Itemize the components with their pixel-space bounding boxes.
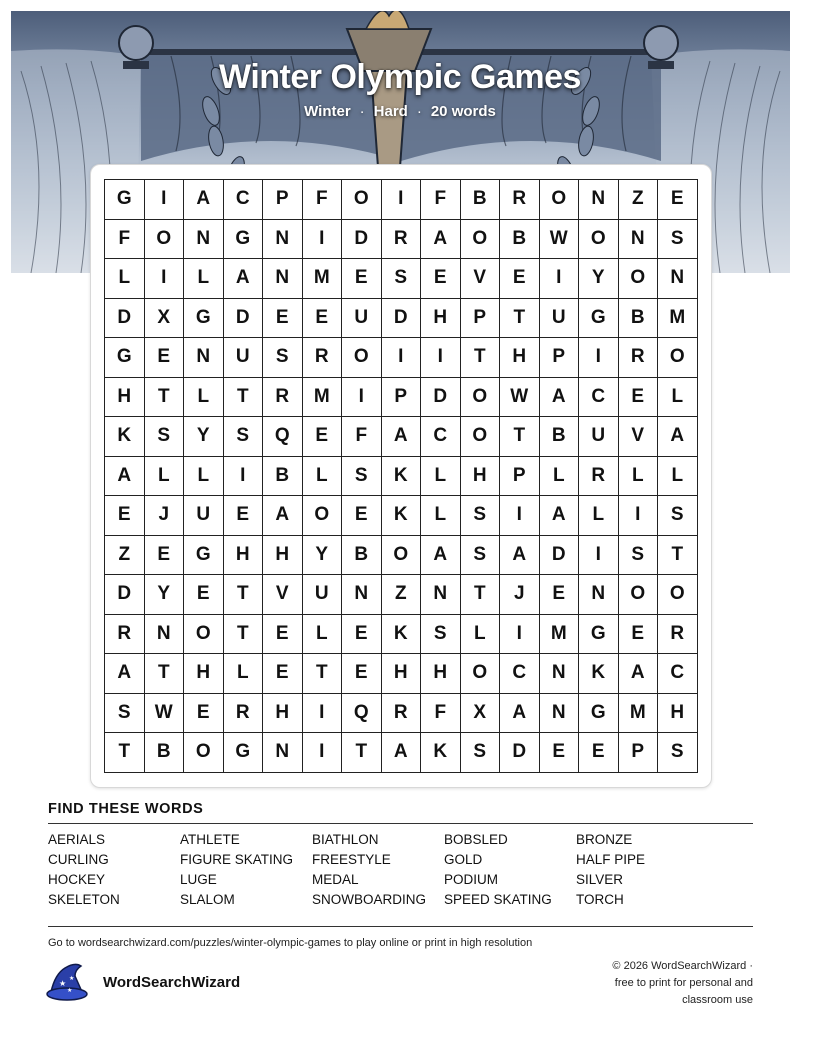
svg-text:★: ★ xyxy=(67,987,73,994)
grid-cell[interactable]: O xyxy=(540,180,580,220)
grid-cell[interactable]: I xyxy=(500,496,540,536)
word-list-item: LUGE xyxy=(180,872,217,887)
footer-link[interactable]: Go to wordsearchwizard.com/puzzles/winter-olympic-games to play online or print in high resolution xyxy=(48,937,533,949)
grid-cell[interactable]: N xyxy=(421,575,461,615)
grid-cell[interactable]: L xyxy=(184,378,224,418)
grid-cell[interactable]: I xyxy=(303,733,343,773)
grid-cell[interactable]: P xyxy=(382,378,422,418)
grid-cell[interactable]: M xyxy=(303,259,343,299)
grid-cell[interactable]: I xyxy=(382,338,422,378)
grid-cell[interactable]: M xyxy=(658,299,698,339)
grid-cell[interactable]: E xyxy=(540,733,580,773)
word-list-item: SNOWBOARDING xyxy=(312,892,427,907)
grid-cell[interactable]: D xyxy=(224,299,264,339)
grid-cell[interactable]: B xyxy=(145,733,185,773)
grid-cell[interactable]: G xyxy=(579,299,619,339)
grid-cell[interactable]: I xyxy=(500,615,540,655)
grid-cell[interactable]: L xyxy=(224,654,264,694)
grid-cell[interactable]: O xyxy=(303,496,343,536)
grid-cell[interactable]: Z xyxy=(619,180,659,220)
puzzle-meta xyxy=(0,103,800,120)
grid-cell[interactable]: H xyxy=(224,536,264,576)
grid-cell[interactable]: F xyxy=(303,180,343,220)
grid-cell[interactable]: N xyxy=(263,733,303,773)
grid-cell[interactable]: K xyxy=(382,615,422,655)
grid-cell[interactable]: A xyxy=(619,654,659,694)
grid-cell[interactable]: S xyxy=(619,536,659,576)
grid-cell[interactable]: J xyxy=(500,575,540,615)
grid-cell[interactable]: N xyxy=(184,338,224,378)
meta-separator: · xyxy=(416,103,422,120)
grid-cell[interactable]: W xyxy=(500,378,540,418)
grid-cell[interactable]: O xyxy=(184,733,224,773)
grid-cell[interactable]: K xyxy=(421,733,461,773)
grid-cell[interactable]: T xyxy=(500,299,540,339)
grid-cell[interactable]: V xyxy=(461,259,501,299)
grid-cell[interactable]: L xyxy=(303,457,343,497)
grid-cell[interactable]: R xyxy=(500,180,540,220)
word-list-item: AERIALS xyxy=(48,832,106,847)
grid-cell[interactable]: Y xyxy=(303,536,343,576)
grid-cell[interactable]: T xyxy=(500,417,540,457)
grid-cell[interactable]: O xyxy=(619,259,659,299)
grid-cell[interactable]: N xyxy=(658,259,698,299)
word-list-item: BIATHLON xyxy=(312,832,379,847)
grid-cell[interactable]: S xyxy=(461,733,501,773)
grid-cell[interactable]: N xyxy=(145,615,185,655)
grid-cell[interactable]: E xyxy=(342,615,382,655)
grid-cell[interactable]: E xyxy=(619,378,659,418)
grid-cell[interactable]: C xyxy=(500,654,540,694)
grid-cell[interactable]: I xyxy=(145,180,185,220)
grid-cell[interactable]: L xyxy=(105,259,145,299)
word-list-item: TORCH xyxy=(576,892,624,907)
word-list-item: PODIUM xyxy=(444,872,498,887)
grid-cell[interactable]: O xyxy=(342,338,382,378)
grid-cell[interactable]: F xyxy=(421,694,461,734)
grid-cell[interactable]: U xyxy=(224,338,264,378)
grid-cell[interactable]: N xyxy=(342,575,382,615)
grid-cell[interactable]: R xyxy=(579,457,619,497)
grid-cell[interactable]: T xyxy=(658,536,698,576)
grid-cell[interactable]: D xyxy=(421,378,461,418)
word-list-heading: FIND THESE WORDS xyxy=(48,801,204,817)
grid-cell[interactable]: H xyxy=(105,378,145,418)
grid-cell[interactable]: R xyxy=(303,338,343,378)
grid-cell[interactable]: S xyxy=(263,338,303,378)
grid-cell[interactable]: E xyxy=(658,180,698,220)
grid-cell[interactable]: A xyxy=(540,378,580,418)
grid-cell[interactable]: D xyxy=(382,299,422,339)
grid-cell[interactable]: N xyxy=(540,694,580,734)
grid-cell[interactable]: I xyxy=(579,536,619,576)
word-list-item: FREESTYLE xyxy=(312,852,391,867)
copyright-notice xyxy=(612,958,753,1009)
grid-cell[interactable]: T xyxy=(145,654,185,694)
word-list-item: CURLING xyxy=(48,852,109,867)
grid-cell[interactable]: B xyxy=(263,457,303,497)
grid-cell[interactable]: L xyxy=(421,457,461,497)
grid-cell[interactable]: E xyxy=(105,496,145,536)
brand-name: WordSearchWizard xyxy=(103,973,241,991)
grid-cell[interactable]: L xyxy=(619,457,659,497)
grid-cell[interactable]: E xyxy=(145,536,185,576)
word-list-item: MEDAL xyxy=(312,872,359,887)
grid-cell[interactable]: K xyxy=(382,457,422,497)
grid-cell[interactable]: R xyxy=(382,220,422,260)
wizard-hat-icon xyxy=(45,962,91,1002)
grid-cell[interactable]: L xyxy=(461,615,501,655)
grid-cell[interactable]: S xyxy=(658,220,698,260)
word-list-item: BOBSLED xyxy=(444,832,508,847)
grid-cell[interactable]: O xyxy=(461,220,501,260)
grid-cell[interactable]: V xyxy=(263,575,303,615)
word-list-item: FIGURE SKATING xyxy=(180,852,294,867)
grid-cell[interactable]: T xyxy=(342,733,382,773)
grid-cell[interactable]: P xyxy=(540,338,580,378)
grid-cell[interactable]: X xyxy=(145,299,185,339)
grid-cell[interactable]: P xyxy=(461,299,501,339)
word-list-item: GOLD xyxy=(444,852,483,867)
grid-cell[interactable]: E xyxy=(579,733,619,773)
grid-cell[interactable]: D xyxy=(105,299,145,339)
grid-cell[interactable]: S xyxy=(421,615,461,655)
grid-cell[interactable]: L xyxy=(421,496,461,536)
grid-cell[interactable]: T xyxy=(145,378,185,418)
grid-cell[interactable]: D xyxy=(540,536,580,576)
grid-cell[interactable]: H xyxy=(500,338,540,378)
grid-cell[interactable]: O xyxy=(145,220,185,260)
word-list xyxy=(48,832,753,912)
grid-cell[interactable]: S xyxy=(224,417,264,457)
grid-cell[interactable]: Y xyxy=(145,575,185,615)
grid-cell[interactable]: E xyxy=(421,259,461,299)
word-list-item: SPEED SKATING xyxy=(444,892,552,907)
grid-cell[interactable]: N xyxy=(579,575,619,615)
grid-cell[interactable]: G xyxy=(184,536,224,576)
grid-cell[interactable]: N xyxy=(263,259,303,299)
grid-cell[interactable]: W xyxy=(145,694,185,734)
theme-label: Winter xyxy=(304,103,351,120)
grid-cell[interactable]: K xyxy=(105,417,145,457)
grid-cell[interactable]: S xyxy=(145,417,185,457)
grid-cell[interactable]: L xyxy=(658,378,698,418)
grid-cell[interactable]: P xyxy=(619,733,659,773)
grid-cell[interactable]: F xyxy=(342,417,382,457)
grid-cell[interactable]: E xyxy=(303,299,343,339)
grid-cell[interactable]: R xyxy=(224,694,264,734)
copyright-line: © 2026 WordSearchWizard · xyxy=(612,960,753,972)
grid-cell[interactable]: A xyxy=(224,259,264,299)
meta-separator: · xyxy=(359,103,365,120)
grid-cell[interactable]: G xyxy=(579,615,619,655)
grid-cell[interactable]: T xyxy=(224,378,264,418)
grid-cell[interactable]: G xyxy=(224,733,264,773)
grid-cell[interactable]: J xyxy=(145,496,185,536)
word-list-item: HALF PIPE xyxy=(576,852,646,867)
grid-cell[interactable]: U xyxy=(184,496,224,536)
grid-cell[interactable]: H xyxy=(421,299,461,339)
grid-cell[interactable]: O xyxy=(658,575,698,615)
grid-cell[interactable]: A xyxy=(500,694,540,734)
grid-cell[interactable]: S xyxy=(461,536,501,576)
grid-cell[interactable]: E xyxy=(619,615,659,655)
grid-cell[interactable]: B xyxy=(500,220,540,260)
copyright-line: free to print for personal and xyxy=(614,977,753,989)
grid-cell[interactable]: O xyxy=(461,378,501,418)
grid-cell[interactable]: P xyxy=(500,457,540,497)
grid-cell[interactable]: G xyxy=(184,299,224,339)
difficulty-label: Hard xyxy=(373,103,408,120)
grid-cell[interactable]: E xyxy=(342,496,382,536)
grid-cell[interactable]: B xyxy=(342,536,382,576)
grid-cell[interactable]: O xyxy=(579,220,619,260)
grid-cell[interactable]: X xyxy=(461,694,501,734)
grid-cell[interactable]: E xyxy=(342,259,382,299)
divider xyxy=(48,926,753,927)
word-list-item: BRONZE xyxy=(576,832,633,847)
grid-cell[interactable]: R xyxy=(658,615,698,655)
grid-cell[interactable]: O xyxy=(658,338,698,378)
grid-cell[interactable]: G xyxy=(105,338,145,378)
grid-cell[interactable]: C xyxy=(658,654,698,694)
grid-cell[interactable]: Z xyxy=(382,575,422,615)
grid-cell[interactable]: N xyxy=(540,654,580,694)
letter-grid xyxy=(104,179,698,773)
grid-cell[interactable]: E xyxy=(540,575,580,615)
grid-cell[interactable]: I xyxy=(540,259,580,299)
grid-cell[interactable]: Z xyxy=(105,536,145,576)
grid-cell[interactable]: S xyxy=(105,694,145,734)
grid-cell[interactable]: A xyxy=(382,417,422,457)
grid-cell[interactable]: T xyxy=(303,654,343,694)
grid-cell[interactable]: E xyxy=(263,299,303,339)
grid-cell[interactable]: O xyxy=(342,180,382,220)
grid-cell[interactable]: U xyxy=(579,417,619,457)
grid-cell[interactable]: A xyxy=(263,496,303,536)
grid-cell[interactable]: D xyxy=(342,220,382,260)
grid-cell[interactable]: H xyxy=(263,536,303,576)
grid-cell[interactable]: I xyxy=(145,259,185,299)
grid-cell[interactable]: E xyxy=(263,654,303,694)
grid-cell[interactable]: E xyxy=(145,338,185,378)
grid-cell[interactable]: F xyxy=(105,220,145,260)
grid-cell[interactable]: M xyxy=(303,378,343,418)
grid-cell[interactable]: E xyxy=(184,575,224,615)
grid-cell[interactable]: H xyxy=(461,457,501,497)
grid-cell[interactable]: T xyxy=(224,575,264,615)
grid-cell[interactable]: E xyxy=(224,496,264,536)
grid-cell[interactable]: O xyxy=(461,417,501,457)
grid-cell[interactable]: H xyxy=(382,654,422,694)
grid-cell[interactable]: L xyxy=(145,457,185,497)
grid-cell[interactable]: A xyxy=(658,417,698,457)
grid-cell[interactable]: E xyxy=(303,417,343,457)
grid-cell[interactable]: A xyxy=(105,654,145,694)
grid-cell[interactable]: N xyxy=(619,220,659,260)
grid-cell[interactable]: A xyxy=(105,457,145,497)
grid-cell[interactable]: I xyxy=(224,457,264,497)
grid-cell[interactable]: N xyxy=(184,220,224,260)
grid-cell[interactable]: S xyxy=(382,259,422,299)
grid-cell[interactable]: H xyxy=(263,694,303,734)
grid-cell[interactable]: I xyxy=(619,496,659,536)
grid-cell[interactable]: G xyxy=(579,694,619,734)
grid-cell[interactable]: R xyxy=(619,338,659,378)
grid-cell[interactable]: B xyxy=(619,299,659,339)
grid-cell[interactable]: H xyxy=(658,694,698,734)
copyright-line: classroom use xyxy=(682,994,753,1006)
grid-cell[interactable]: L xyxy=(184,457,224,497)
grid-cell[interactable]: S xyxy=(461,496,501,536)
word-list-item: SLALOM xyxy=(180,892,235,907)
grid-cell[interactable]: I xyxy=(342,378,382,418)
svg-text:★: ★ xyxy=(69,975,75,982)
grid-cell[interactable]: R xyxy=(382,694,422,734)
grid-cell[interactable]: A xyxy=(421,220,461,260)
grid-cell[interactable]: P xyxy=(263,180,303,220)
word-list-item: HOCKEY xyxy=(48,872,106,887)
grid-cell[interactable]: E xyxy=(263,615,303,655)
grid-cell[interactable]: S xyxy=(658,733,698,773)
grid-cell[interactable]: O xyxy=(619,575,659,615)
grid-cell[interactable]: R xyxy=(263,378,303,418)
grid-cell[interactable]: L xyxy=(184,259,224,299)
grid-cell[interactable]: A xyxy=(184,180,224,220)
grid-cell[interactable]: T xyxy=(224,615,264,655)
grid-cell[interactable]: E xyxy=(500,259,540,299)
grid-cell[interactable]: Y xyxy=(579,259,619,299)
grid-cell[interactable]: C xyxy=(421,417,461,457)
grid-cell[interactable]: L xyxy=(579,496,619,536)
grid-cell[interactable]: M xyxy=(619,694,659,734)
word-list-item: SKELETON xyxy=(48,892,120,907)
grid-cell[interactable]: V xyxy=(619,417,659,457)
grid-cell[interactable]: H xyxy=(184,654,224,694)
grid-cell[interactable]: A xyxy=(382,733,422,773)
brand-logo[interactable] xyxy=(45,962,240,1002)
grid-cell[interactable]: D xyxy=(500,733,540,773)
grid-cell[interactable]: I xyxy=(421,338,461,378)
grid-cell[interactable]: Y xyxy=(184,417,224,457)
grid-cell[interactable]: A xyxy=(540,496,580,536)
grid-cell[interactable]: Q xyxy=(263,417,303,457)
grid-cell[interactable]: F xyxy=(421,180,461,220)
grid-cell[interactable]: K xyxy=(382,496,422,536)
grid-cell[interactable]: N xyxy=(579,180,619,220)
divider xyxy=(48,823,753,824)
grid-cell[interactable]: H xyxy=(421,654,461,694)
grid-cell[interactable]: I xyxy=(579,338,619,378)
grid-cell[interactable]: U xyxy=(342,299,382,339)
grid-cell[interactable]: K xyxy=(579,654,619,694)
grid-cell[interactable]: B xyxy=(461,180,501,220)
grid-cell[interactable]: G xyxy=(224,220,264,260)
grid-cell[interactable]: R xyxy=(105,615,145,655)
word-list-item: ATHLETE xyxy=(180,832,240,847)
grid-cell[interactable]: W xyxy=(540,220,580,260)
grid-cell[interactable]: A xyxy=(500,536,540,576)
grid-cell[interactable]: U xyxy=(303,575,343,615)
grid-cell[interactable]: C xyxy=(579,378,619,418)
grid-cell[interactable]: I xyxy=(303,694,343,734)
grid-cell[interactable]: L xyxy=(540,457,580,497)
grid-cell[interactable]: E xyxy=(342,654,382,694)
grid-cell[interactable]: L xyxy=(303,615,343,655)
grid-cell[interactable]: C xyxy=(224,180,264,220)
grid-cell[interactable]: L xyxy=(658,457,698,497)
grid-cell[interactable]: M xyxy=(540,615,580,655)
word-count-label: 20 words xyxy=(430,103,496,120)
grid-cell[interactable]: I xyxy=(382,180,422,220)
grid-cell[interactable]: E xyxy=(184,694,224,734)
grid-cell[interactable]: U xyxy=(540,299,580,339)
grid-cell[interactable]: S xyxy=(658,496,698,536)
grid-cell[interactable]: G xyxy=(105,180,145,220)
grid-cell[interactable]: A xyxy=(421,536,461,576)
grid-cell[interactable]: O xyxy=(461,654,501,694)
grid-cell[interactable]: N xyxy=(263,220,303,260)
svg-text:★: ★ xyxy=(59,979,67,988)
grid-cell[interactable]: I xyxy=(303,220,343,260)
page-title: Winter Olympic Games xyxy=(219,58,581,96)
grid-cell[interactable]: D xyxy=(105,575,145,615)
grid-cell[interactable]: O xyxy=(382,536,422,576)
grid-cell[interactable]: B xyxy=(540,417,580,457)
grid-cell[interactable]: T xyxy=(461,575,501,615)
grid-cell[interactable]: S xyxy=(342,457,382,497)
grid-cell[interactable]: O xyxy=(184,615,224,655)
grid-cell[interactable]: T xyxy=(105,733,145,773)
word-list-item: SILVER xyxy=(576,872,624,887)
grid-cell[interactable]: Q xyxy=(342,694,382,734)
grid-cell[interactable]: T xyxy=(461,338,501,378)
